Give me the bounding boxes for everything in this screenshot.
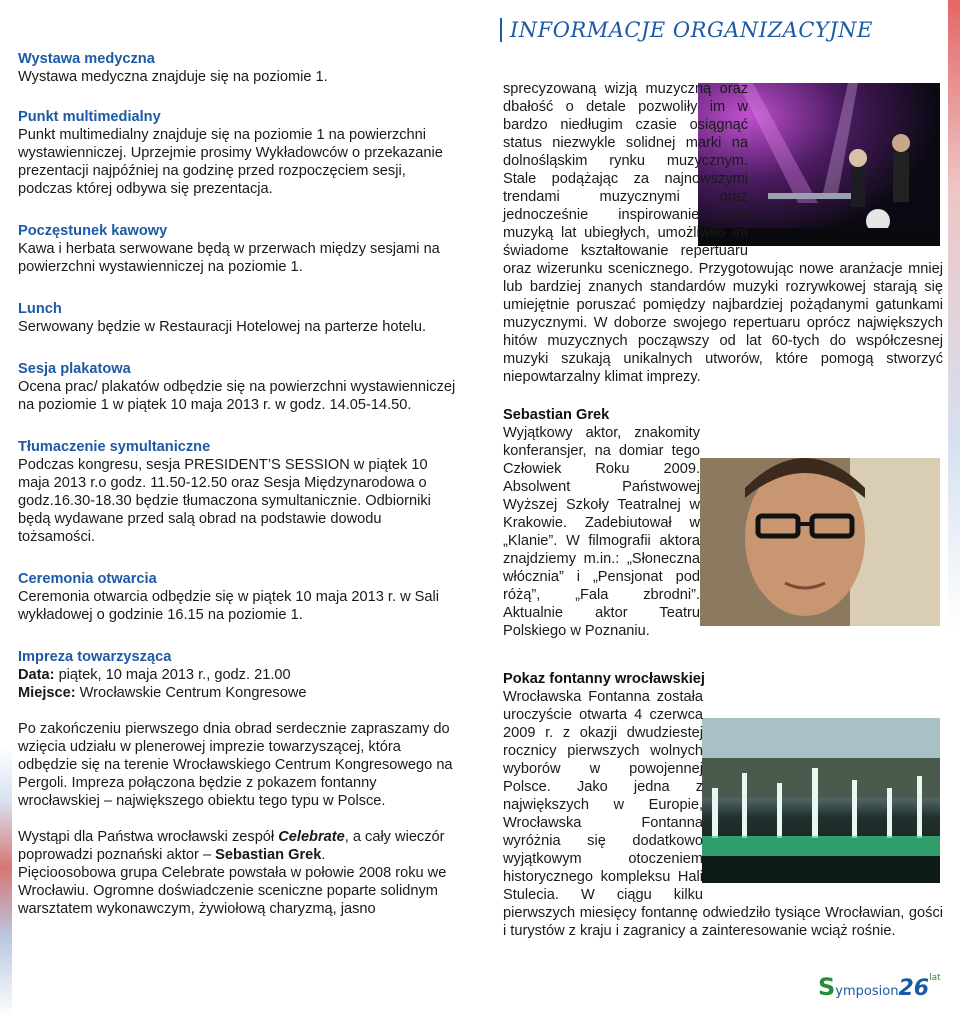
- fountain-section-text: Wrocławska Fontanna została uroczyście otwarta 4 czerwca 2009 r. z okazji dwudziestej rocznicy pierwszych wolnych wyborów w powojennej Polsce. Jako jedna z największych w Europie, Wrocławska Fontanna wyróżnia się dodatkowo wyjątkowym otoczeniem historycznego kompleksu Hali Stulecia. W ciągu kilku pierwszych miesięcy fontannę odwiedziło tysiące Wrocławian, gości i turystów z kraju i zagranicy a zainteresowanie wciąż rośnie.: [503, 689, 943, 939]
- section-coffee: [18, 222, 456, 276]
- section-translation: [18, 438, 456, 546]
- coffee-title: Poczęstunek kawowy: [18, 223, 168, 239]
- logo-word-2: sion: [871, 984, 899, 999]
- section-multimedia: [18, 108, 456, 198]
- event-date-line: [18, 666, 456, 684]
- lunch-title: Lunch: [18, 301, 62, 317]
- section-header: INFORMACJE ORGANIZACYJNE: [500, 18, 873, 42]
- band-text: sprecyzowaną wizją muzyczną oraz dbałość o detale pozwoliły im w bardzo niedługim czasie osiągnąć status niezwykle solidnej marki na dolnośląskim rynku muzycznym. Stale podążając za najnowszymi trendami muzycznymi oraz jednocześnie inspirowanie się muzyką lat ubiegłych, umożliwiło im świadome kształtowanie repertuaru oraz wizerunku scenicznego. Przygotowując nowe aranżacje mniej lub bardziej znanych standardów muzyki rozrywkowej starają się umiejętnie poruszać pomiędzy najbardziej pożądanymi gatunkami muzycznymi. W doborze swojego repertuaru oprócz największych hitów muzycznych począwszy od lat 60-tych do współczesnej muzyki szukają unikalnych utworów, które pomogą stworzyć niepowtarzalny klimat imprezy.: [503, 81, 943, 385]
- event-paragraph-1: Po zakończeniu pierwszego dnia obrad serdecznie zapraszamy do wzięcia udziału w plenerowej imprezie towarzyszącej, która odbędzie się na terenie Wrocławskiego Centrum Kongresowego na Pergoli. Impreza połączona będzie z pokazem fontanny wrocławskiej – największego obiektu tego typu w Polsce.: [18, 721, 453, 809]
- event-date-label: Data:: [18, 667, 55, 683]
- translation-title: Tłumaczenie symultaniczne: [18, 439, 211, 455]
- right-column: [503, 80, 943, 940]
- event-date: piątek, 10 maja 2013 r., godz. 21.00: [58, 667, 291, 683]
- multimedia-title: Punkt multimedialny: [18, 109, 161, 125]
- logo-lat: lat: [929, 973, 941, 983]
- actor-section: [503, 406, 943, 640]
- actor-section-title: Sebastian Grek: [503, 407, 610, 423]
- actor-section-text: Wyjątkowy aktor, znakomity konferansjer, na domiar tego Człowiek Roku 2009. Absolwent Państwowej Wyższej Szkoły Teatralnej w Krakowie. Zadebiutował w „Klanie”. W filmografii aktora znajdziemy m.in.: „Słoneczna włócznia” i „Pensjonat pod różą”, „Fala zbrodni”. Aktualnie aktor Teatru Polskiego w Poznaniu.: [503, 425, 700, 639]
- right-decorative-strip: [948, 0, 960, 630]
- ceremony-title: Ceremonia otwarcia: [18, 571, 157, 587]
- ceremony-text: Ceremonia otwarcia odbędzie się w piątek 10 maja 2013 r. w Sali wykładowej o godzinie 16.15 na poziomie 1.: [18, 589, 440, 623]
- event-paragraph-2: [18, 828, 456, 864]
- symposion-logo: [818, 973, 941, 1001]
- section-exhibition: [18, 50, 456, 86]
- event-p2-part-b: , a cały wieczór poprowadzi poznański aktor –: [18, 829, 445, 863]
- event-p2-part-a: Wystąpi dla Państwa wrocławski zespół: [18, 829, 279, 845]
- logo-letter-s: S: [818, 973, 836, 1001]
- event-place-line: [18, 684, 456, 702]
- fountain-section-title: Pokaz fontanny wrocławskiej: [503, 671, 705, 687]
- section-ceremony: [18, 570, 456, 624]
- poster-text: Ocena prac/ plakatów odbędzie się na powierzchni wystawienniczej na poziomie 1 w piątek 10 maja 2013 r. w godz. 14.05-14.50.: [18, 379, 456, 413]
- band-description: [503, 80, 943, 386]
- section-event: [18, 648, 456, 918]
- fountain-section: [503, 670, 943, 940]
- exhibition-title: Wystawa medyczna: [18, 51, 155, 67]
- band-name: Celebrate: [278, 829, 345, 845]
- poster-title: Sesja plakatowa: [18, 361, 131, 377]
- logo-word-1: ympo: [835, 984, 872, 999]
- event-place: Wrocławskie Centrum Kongresowe: [79, 685, 307, 701]
- section-lunch: [18, 300, 456, 336]
- multimedia-text: Punkt multimedialny znajduje się na poziomie 1 na powierzchni wystawienniczej. Uprzejmie prosimy Wykładowców o przekazanie prezentacji najpóźniej na godzinę przed rozpoczęciem sesji, podczas której odbywa się prezentacja.: [18, 127, 443, 197]
- left-column: [18, 50, 456, 918]
- section-poster: [18, 360, 456, 414]
- left-decorative-strip: [0, 745, 12, 1018]
- logo-number: 26: [898, 976, 930, 1001]
- event-title: Impreza towarzysząca: [18, 649, 172, 665]
- event-p2-part-c: .: [321, 847, 326, 863]
- actor-name: Sebastian Grek: [215, 847, 322, 863]
- event-place-label: Miejsce:: [18, 685, 76, 701]
- translation-text: Podczas kongresu, sesja PRESIDENT’S SESSION w piątek 10 maja 2013 r.o godz. 11.50-12.50 oraz Sesja Międzynarodowa o godz.16.30-18.30 będzie tłumaczona symultanicznie. Odbiorniki będą wydawane przed salą obrad na podstawie dowodu tożsamości.: [18, 457, 431, 545]
- exhibition-text: Wystawa medyczna znajduje się na poziomie 1.: [18, 69, 328, 85]
- lunch-text: Serwowany będzie w Restauracji Hotelowej na parterze hotelu.: [18, 319, 427, 335]
- event-paragraph-3: Pięcioosobowa grupa Celebrate powstała w połowie 2008 roku we Wrocławiu. Ogromne doświadczenie sceniczne poparte solidnym warsztatem wykonawczym, żywiołową charyzmą, jasno: [18, 865, 447, 917]
- coffee-text: Kawa i herbata serwowane będą w przerwach między sesjami na powierzchni wystawienniczej na poziomie 1.: [18, 241, 440, 275]
